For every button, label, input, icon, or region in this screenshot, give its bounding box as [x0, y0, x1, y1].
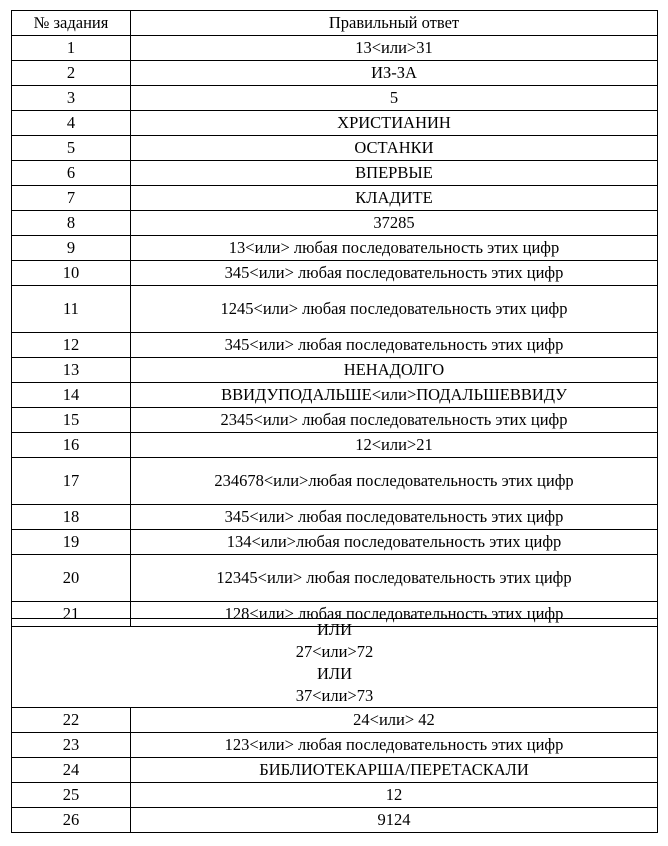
table-row	[12, 733, 658, 758]
table-row	[12, 236, 658, 261]
table-row	[12, 61, 658, 86]
task-number: 23	[12, 733, 131, 757]
task-number: 18	[12, 505, 131, 529]
table-row	[12, 530, 658, 555]
answer-cell: 123<или> любая последовательность этих цифр	[131, 733, 658, 757]
answer-cell: 134<или>любая последовательность этих цифр	[131, 530, 658, 554]
answer-cell: 12<или>21	[131, 433, 658, 457]
table-row	[12, 261, 658, 286]
task-number: 2	[12, 61, 131, 85]
table-row	[12, 111, 658, 136]
answer-cell: 2345<или> любая последовательность этих цифр	[131, 408, 658, 432]
task-number: 13	[12, 358, 131, 382]
table-row	[12, 211, 658, 236]
task-number: 15	[12, 408, 131, 432]
table-row	[12, 408, 658, 433]
answer-cell: ХРИСТИАНИН	[131, 111, 658, 135]
answer-cell: 24<или> 42	[131, 708, 658, 732]
answer-cell: ВПЕРВЫЕ	[131, 161, 658, 185]
answer-cell: 234678<или>любая последовательность этих цифр	[214, 471, 574, 490]
task-number: 10	[12, 261, 131, 285]
answers-table	[11, 10, 658, 627]
task-number: 12	[12, 333, 131, 357]
answer-cell: 128<или> любая последовательность этих цифр	[131, 602, 658, 626]
answer-cell: КЛАДИТЕ	[131, 186, 658, 210]
answer-cell: ВВИДУПОДАЛЬШЕ<или>ПОДАЛЬШЕВВИДУ	[131, 383, 658, 407]
task-number: 11	[12, 286, 131, 332]
table-row	[12, 708, 658, 733]
answer-cell: БИБЛИОТЕКАРША/ПЕРЕТАСКАЛИ	[131, 758, 658, 782]
task-number: 24	[12, 758, 131, 782]
task-number: 19	[12, 530, 131, 554]
answer-cell: 1245<или> любая последовательность этих цифр	[220, 299, 568, 318]
task-number: 14	[12, 383, 131, 407]
task-number: 26	[12, 808, 131, 832]
answer-cell: ОСТАНКИ	[131, 136, 658, 160]
table-row	[12, 333, 658, 358]
task-number: 17	[12, 458, 131, 504]
table-row	[12, 458, 658, 505]
table-row	[12, 758, 658, 783]
answer-line: 37<или>73	[295, 686, 374, 705]
answer-cell: 13<или>31	[131, 36, 658, 60]
task-number: 22	[12, 708, 131, 732]
task-number: 1	[12, 36, 131, 60]
table-row	[12, 36, 658, 61]
answer-cell: 345<или> любая последовательность этих цифр	[131, 505, 658, 529]
task-number: 8	[12, 211, 131, 235]
answer-line: ИЛИ	[316, 664, 353, 683]
table-row	[12, 555, 658, 602]
answer-line: ИЛИ	[316, 620, 353, 639]
task-number: 9	[12, 236, 131, 260]
task-number: 3	[12, 86, 131, 110]
table-row	[12, 86, 658, 111]
table-row	[12, 286, 658, 333]
table-row-continuation	[12, 619, 658, 708]
answer-cell: НЕНАДОЛГО	[131, 358, 658, 382]
table-row	[12, 383, 658, 408]
answer-cell: 9124	[131, 808, 658, 832]
table-header-row	[12, 11, 658, 36]
answer-line: 27<или>72	[295, 642, 374, 661]
answer-cell: ИЗ-ЗА	[131, 61, 658, 85]
task-number: 21	[12, 602, 131, 626]
task-number: 16	[12, 433, 131, 457]
table-row	[12, 433, 658, 458]
answer-cell: 37285	[131, 211, 658, 235]
task-number: 7	[12, 186, 131, 210]
header-correct-answer: Правильный ответ	[131, 11, 658, 35]
answer-cell: 345<или> любая последовательность этих цифр	[131, 261, 658, 285]
table-row	[12, 505, 658, 530]
table-row	[12, 358, 658, 383]
task-number: 20	[12, 555, 131, 601]
task-number: 5	[12, 136, 131, 160]
table-row	[12, 161, 658, 186]
answer-cell: 5	[131, 86, 658, 110]
answer-cell: 12	[131, 783, 658, 807]
table-row	[12, 136, 658, 161]
table-row	[12, 186, 658, 211]
answer-cell: 13<или> любая последовательность этих цифр	[131, 236, 658, 260]
answer-cell: 12345<или> любая последовательность этих цифр	[216, 568, 572, 587]
task-number: 6	[12, 161, 131, 185]
table-row	[12, 808, 658, 833]
task-number: 4	[12, 111, 131, 135]
answers-table-continued	[11, 618, 658, 833]
task-number: 25	[12, 783, 131, 807]
answer-cell: 345<или> любая последовательность этих цифр	[131, 333, 658, 357]
header-task-number: № задания	[12, 11, 131, 35]
table-row	[12, 783, 658, 808]
